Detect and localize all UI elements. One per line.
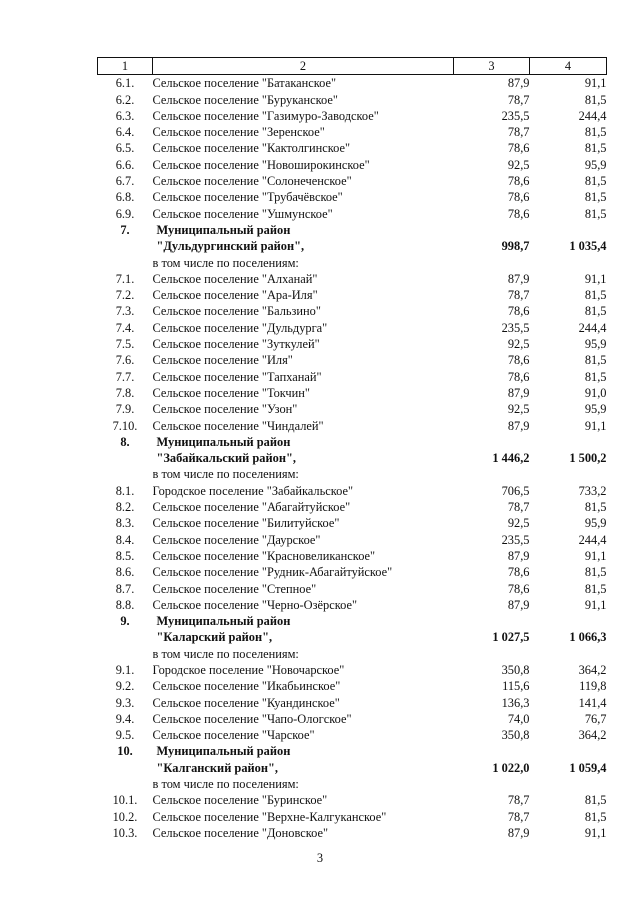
table-header — [98, 58, 607, 75]
row-name: Муниципальный район — [156, 614, 291, 629]
value-col-3: 78,6 — [507, 565, 530, 580]
row-number: 10.3. — [112, 825, 138, 840]
row-name: Сельское поселение "Газимуро-Заводское" — [152, 108, 379, 123]
value-col-4: 91,1 — [584, 825, 607, 840]
table-row — [98, 385, 607, 401]
value-col-4: 76,7 — [584, 711, 607, 726]
row-number — [98, 629, 153, 645]
table-row — [98, 206, 607, 222]
value-col-3: 87,9 — [507, 76, 530, 91]
value-col-3: 92,5 — [507, 157, 530, 172]
table-row — [98, 75, 607, 92]
value-col-3: 78,6 — [507, 190, 530, 205]
header-col-2: 2 — [153, 58, 454, 75]
table-row — [98, 92, 607, 108]
row-name: Сельское поселение "Буруканское" — [152, 92, 338, 107]
row-name: Городское поселение "Новочарское" — [152, 662, 345, 677]
row-number — [98, 776, 153, 792]
value-col-4: 81,5 — [584, 581, 607, 596]
row-number: 9.3. — [115, 695, 135, 710]
table-row — [98, 809, 607, 825]
row-name: Сельское поселение "Чиндалей" — [152, 418, 324, 433]
value-col-4: 81,5 — [584, 369, 607, 384]
value-col-4: 91,1 — [584, 76, 607, 91]
value-col-3: 78,6 — [507, 206, 530, 221]
table-row — [98, 499, 607, 515]
value-col-4 — [530, 646, 607, 662]
value-col-4: 1 059,4 — [569, 760, 607, 775]
row-number: 7.1. — [115, 271, 135, 286]
value-col-3: 87,9 — [507, 597, 530, 612]
row-name: Сельское поселение "Чапо-Ологское" — [152, 711, 352, 726]
row-name: Сельское поселение "Куандинское" — [152, 695, 340, 710]
row-number: 7.8. — [115, 385, 135, 400]
row-number: 7.4. — [115, 320, 135, 335]
table-row — [98, 369, 607, 385]
row-name: "Дульдургинский район", — [156, 239, 305, 254]
row-name: Сельское поселение "Даурское" — [152, 532, 321, 547]
subheading-row — [98, 466, 607, 482]
row-number: 7.10. — [112, 418, 138, 433]
row-name: в том числе по поселениям: — [152, 646, 299, 661]
value-col-4 — [530, 255, 607, 271]
row-name: Сельское поселение "Батаканское" — [152, 76, 337, 91]
value-col-4: 91,1 — [584, 597, 607, 612]
table-row — [98, 303, 607, 319]
value-col-4: 81,5 — [584, 174, 607, 189]
row-number: 7.6. — [115, 353, 135, 368]
table-row — [98, 336, 607, 352]
row-number: 6.2. — [115, 92, 135, 107]
value-col-3: 706,5 — [501, 483, 530, 498]
row-name: "Калганский район", — [156, 760, 278, 775]
value-col-3 — [454, 776, 530, 792]
row-number: 6.7. — [115, 174, 135, 189]
row-number: 8.3. — [115, 516, 135, 531]
row-name: Сельское поселение "Зеренское" — [152, 125, 325, 140]
row-name: Сельское поселение "Икабьинское" — [152, 679, 341, 694]
row-number: 9.2. — [115, 679, 135, 694]
value-col-3: 92,5 — [507, 337, 530, 352]
table-row — [98, 352, 607, 368]
value-col-4: 91,1 — [584, 548, 607, 563]
row-number: 9.4. — [115, 711, 135, 726]
value-col-4: 81,5 — [584, 288, 607, 303]
header-row — [98, 58, 607, 75]
row-name: Сельское поселение "Черно-Озёрское" — [152, 597, 357, 612]
district-header-row — [98, 222, 607, 238]
value-col-3: 92,5 — [507, 402, 530, 417]
row-number: 8.2. — [115, 500, 135, 515]
value-col-4: 1 500,2 — [569, 451, 607, 466]
row-name: Сельское поселение "Рудник-Абагайтуйское" — [152, 565, 393, 580]
value-col-3 — [454, 222, 530, 238]
value-col-4: 119,8 — [579, 679, 607, 694]
row-number: 6.5. — [115, 141, 135, 156]
value-col-3 — [454, 466, 530, 482]
value-col-3: 78,6 — [507, 141, 530, 156]
value-col-4 — [530, 613, 607, 629]
row-number: 6.8. — [115, 190, 135, 205]
value-col-4: 95,9 — [584, 157, 607, 172]
value-col-3: 78,7 — [507, 793, 530, 808]
value-col-3: 136,3 — [501, 695, 530, 710]
table-row — [98, 401, 607, 417]
row-number: 7.7. — [115, 369, 135, 384]
row-number: 9.1. — [115, 662, 135, 677]
value-col-3: 1 027,5 — [492, 630, 530, 645]
row-number: 8. — [120, 434, 130, 449]
value-col-4: 733,2 — [578, 483, 607, 498]
value-col-4: 81,5 — [584, 206, 607, 221]
value-col-3: 87,9 — [507, 548, 530, 563]
row-number: 6.4. — [115, 125, 135, 140]
row-name: Городское поселение "Забайкальское" — [152, 483, 354, 498]
value-col-3: 78,6 — [507, 581, 530, 596]
value-col-3: 115,6 — [502, 679, 530, 694]
value-col-4: 95,9 — [584, 516, 607, 531]
district-header-row — [98, 613, 607, 629]
table-row — [98, 483, 607, 499]
row-number: 10.2. — [112, 809, 138, 824]
value-col-3: 74,0 — [507, 711, 530, 726]
value-col-4: 81,5 — [584, 141, 607, 156]
value-col-4 — [530, 434, 607, 450]
value-col-4 — [530, 222, 607, 238]
row-number — [98, 760, 153, 776]
value-col-3: 1 022,0 — [492, 760, 530, 775]
row-number: 6.9. — [115, 206, 135, 221]
table-row — [98, 532, 607, 548]
value-col-3: 78,6 — [507, 174, 530, 189]
value-col-4: 81,5 — [584, 92, 607, 107]
header-col-1: 1 — [98, 58, 153, 75]
row-number: 8.1. — [115, 483, 135, 498]
subheading-row — [98, 255, 607, 271]
table-body — [98, 75, 607, 841]
value-col-4: 81,5 — [584, 190, 607, 205]
value-col-4 — [530, 466, 607, 482]
value-col-3 — [454, 613, 530, 629]
row-number: 6.6. — [115, 157, 135, 172]
row-number: 8.5. — [115, 548, 135, 563]
value-col-3 — [454, 434, 530, 450]
value-col-4: 91,1 — [584, 271, 607, 286]
row-name: Сельское поселение "Узон" — [152, 402, 298, 417]
table-row — [98, 271, 607, 287]
value-col-3: 78,6 — [507, 304, 530, 319]
row-number — [98, 466, 153, 482]
value-col-4: 81,5 — [584, 793, 607, 808]
header-col-4: 4 — [530, 58, 607, 75]
value-col-3: 78,7 — [507, 125, 530, 140]
row-number: 7.3. — [115, 304, 135, 319]
value-col-3: 235,5 — [501, 320, 530, 335]
table-row — [98, 548, 607, 564]
district-header-row — [98, 743, 607, 759]
value-col-4: 244,4 — [578, 108, 607, 123]
row-name: Сельское поселение "Иля" — [152, 353, 293, 368]
table-row — [98, 695, 607, 711]
table-row — [98, 108, 607, 124]
row-name: Сельское поселение "Алханай" — [152, 271, 318, 286]
row-name: Сельское поселение "Буринское" — [152, 793, 328, 808]
district-header-row — [98, 238, 607, 254]
value-col-3: 350,8 — [501, 728, 530, 743]
row-number: 7.9. — [115, 402, 135, 417]
row-number: 8.4. — [115, 532, 135, 547]
row-number: 10.1. — [112, 793, 138, 808]
row-number — [98, 255, 153, 271]
row-number — [98, 450, 153, 466]
value-col-3: 350,8 — [501, 662, 530, 677]
row-number: 9.5. — [115, 728, 135, 743]
district-header-row — [98, 450, 607, 466]
value-col-3: 78,6 — [507, 353, 530, 368]
row-name: Сельское поселение "Ушмунское" — [152, 206, 333, 221]
value-col-3 — [454, 646, 530, 662]
table-row — [98, 564, 607, 580]
row-name: Муниципальный район — [156, 222, 291, 237]
table-row — [98, 189, 607, 205]
table-row — [98, 711, 607, 727]
row-name: Сельское поселение "Ара-Иля" — [152, 288, 318, 303]
value-col-4: 244,4 — [578, 532, 607, 547]
value-col-3: 87,9 — [507, 825, 530, 840]
value-col-4: 1 066,3 — [569, 630, 607, 645]
row-number: 6.1. — [115, 76, 135, 91]
row-name: Сельское поселение "Билитуйское" — [152, 516, 340, 531]
value-col-3: 1 446,2 — [492, 451, 530, 466]
row-name: "Забайкальский район", — [156, 451, 296, 466]
row-number: 8.8. — [115, 597, 135, 612]
row-name: Сельское поселение "Верхне-Калгуканское" — [152, 809, 387, 824]
value-col-4: 81,5 — [584, 809, 607, 824]
value-col-3 — [454, 743, 530, 759]
district-header-row — [98, 434, 607, 450]
row-number: 8.7. — [115, 581, 135, 596]
value-col-4: 91,1 — [584, 418, 607, 433]
value-col-3: 78,7 — [507, 500, 530, 515]
table-row — [98, 173, 607, 189]
row-name: Сельское поселение "Трубачёвское" — [152, 190, 343, 205]
row-number — [98, 646, 153, 662]
value-col-3: 998,7 — [501, 239, 530, 254]
row-name: Сельское поселение "Бальзино" — [152, 304, 321, 319]
value-col-3 — [454, 255, 530, 271]
table-row — [98, 157, 607, 173]
district-header-row — [98, 629, 607, 645]
row-name: Сельское поселение "Степное" — [152, 581, 317, 596]
row-number: 9. — [120, 614, 130, 629]
row-name: Сельское поселение "Доновское" — [152, 825, 329, 840]
value-col-4: 81,5 — [584, 353, 607, 368]
value-col-4: 81,5 — [584, 304, 607, 319]
row-number: 7.5. — [115, 337, 135, 352]
row-name: Муниципальный район — [156, 434, 291, 449]
value-col-4: 81,5 — [584, 500, 607, 515]
value-col-3: 87,9 — [507, 418, 530, 433]
table-row — [98, 825, 607, 841]
district-header-row — [98, 760, 607, 776]
row-name: Сельское поселение "Абагайтуйское" — [152, 500, 351, 515]
value-col-3: 78,6 — [507, 369, 530, 384]
table-row — [98, 678, 607, 694]
value-col-4: 95,9 — [584, 337, 607, 352]
value-col-4 — [530, 776, 607, 792]
value-col-4: 364,2 — [578, 662, 607, 677]
subheading-row — [98, 776, 607, 792]
value-col-3: 87,9 — [507, 385, 530, 400]
row-name: Сельское поселение "Красновеликанское" — [152, 548, 376, 563]
row-name: Сельское поселение "Тапханай" — [152, 369, 322, 384]
row-name: "Каларский район", — [156, 630, 273, 645]
value-col-4: 244,4 — [578, 320, 607, 335]
table-row — [98, 124, 607, 140]
row-number — [98, 238, 153, 254]
row-name: Сельское поселение "Кактолгинское" — [152, 141, 351, 156]
row-number: 8.6. — [115, 565, 135, 580]
table-row — [98, 597, 607, 613]
row-name: Сельское поселение "Солонеченское" — [152, 174, 352, 189]
row-name: Сельское поселение "Новоширокинское" — [152, 157, 370, 172]
table-row — [98, 418, 607, 434]
table-row — [98, 662, 607, 678]
allocation-table — [97, 57, 607, 841]
value-col-4 — [530, 743, 607, 759]
header-col-3: 3 — [454, 58, 530, 75]
value-col-4: 141,4 — [578, 695, 607, 710]
row-name: Сельское поселение "Токчин" — [152, 385, 310, 400]
value-col-3: 78,7 — [507, 809, 530, 824]
value-col-4: 364,2 — [578, 728, 607, 743]
value-col-4: 95,9 — [584, 402, 607, 417]
row-number: 10. — [117, 744, 133, 759]
value-col-3: 235,5 — [501, 532, 530, 547]
value-col-3: 87,9 — [507, 271, 530, 286]
table-row — [98, 581, 607, 597]
row-name: в том числе по поселениям: — [152, 255, 299, 270]
value-col-3: 78,7 — [507, 288, 530, 303]
subheading-row — [98, 646, 607, 662]
table-row — [98, 515, 607, 531]
row-name: Муниципальный район — [156, 744, 291, 759]
row-name: в том числе по поселениям: — [152, 467, 299, 482]
row-name: в том числе по поселениям: — [152, 777, 299, 792]
row-name: Сельское поселение "Чарское" — [152, 728, 315, 743]
value-col-3: 78,7 — [507, 92, 530, 107]
value-col-4: 81,5 — [584, 565, 607, 580]
row-name: Сельское поселение "Дульдурга" — [152, 320, 328, 335]
table-row — [98, 287, 607, 303]
row-number: 7. — [120, 222, 130, 237]
value-col-4: 81,5 — [584, 125, 607, 140]
page-number: 3 — [316, 851, 324, 865]
value-col-3: 235,5 — [501, 108, 530, 123]
value-col-4: 91,0 — [584, 385, 607, 400]
table-row — [98, 727, 607, 743]
row-name: Сельское поселение "Зуткулей" — [152, 337, 320, 352]
row-number: 6.3. — [115, 108, 135, 123]
table-row — [98, 792, 607, 808]
value-col-4: 1 035,4 — [569, 239, 607, 254]
table-row — [98, 320, 607, 336]
value-col-3: 92,5 — [507, 516, 530, 531]
table-row — [98, 140, 607, 156]
row-number: 7.2. — [115, 288, 135, 303]
